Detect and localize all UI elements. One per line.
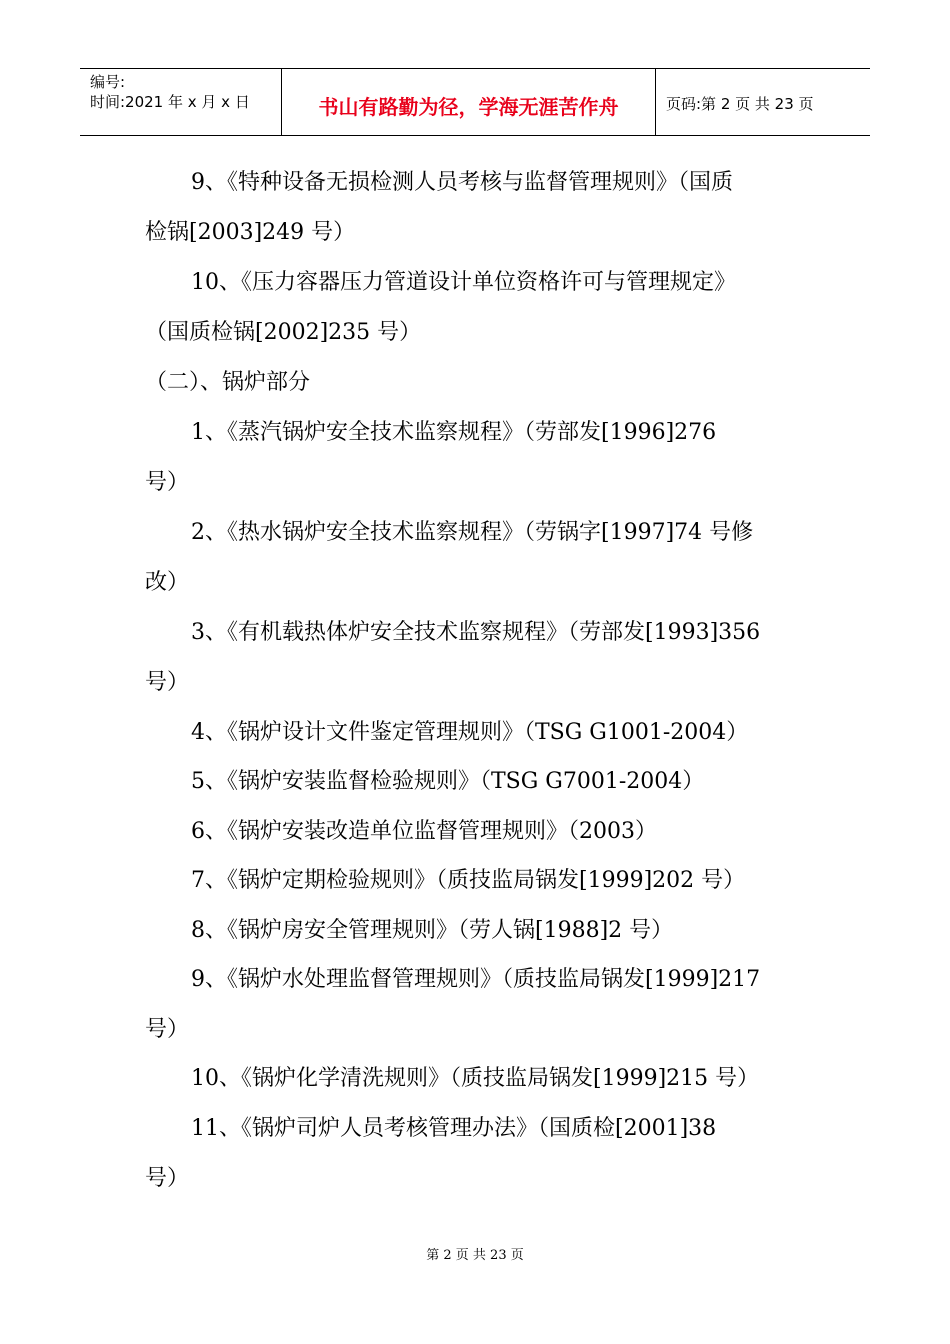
body-line: 9、《锅炉水处理监督管理规则》（质技监局锅发[1999]217: [191, 967, 761, 992]
document-number-label: 编号:: [90, 73, 126, 91]
page-footer: 第 2 页 共 23 页: [426, 1248, 524, 1263]
body-line: 8、《锅炉房安全管理规则》（劳人锅[1988]2 号）: [191, 918, 674, 943]
body-line: 6、《锅炉安装改造单位监督管理规则》（2003）: [191, 819, 657, 844]
page-header: [80, 68, 870, 136]
body-line: （国质检锅[2002]235 号）: [145, 320, 422, 345]
body-line: 11、《锅炉司炉人员考核管理办法》（国质检[2001]38: [191, 1116, 717, 1141]
body-line: 号）: [145, 1166, 190, 1191]
body-line: 改）: [145, 570, 190, 595]
body-line: 1、《蒸汽锅炉安全技术监察规程》（劳部发[1996]276: [191, 420, 717, 445]
body-line: 号）: [145, 670, 190, 695]
body-line: 3、《有机载热体炉安全技术监察规程》（劳部发[1993]356: [191, 620, 761, 645]
body-line: 5、《锅炉安装监督检验规则》（TSG G7001-2004）: [191, 769, 705, 794]
header-middle-cell: [282, 69, 656, 135]
section-heading: （二）、锅炉部分: [145, 370, 311, 395]
body-line: 检锅[2003]249 号）: [145, 220, 356, 245]
header-left-cell: [80, 69, 282, 135]
body-line: 2、《热水锅炉安全技术监察规程》（劳锅字[1997]74 号修: [191, 520, 754, 545]
body-line: 4、《锅炉设计文件鉴定管理规则》（TSG G1001-2004）: [191, 720, 749, 745]
header-page-info: 页码:第 2 页 共 23 页: [666, 95, 814, 113]
body-line: 10、《压力容器压力管道设计单位资格许可与管理规定》: [191, 270, 736, 295]
body-line: 7、《锅炉定期检验规则》（质技监局锅发[1999]202 号）: [191, 868, 746, 893]
document-time-label: 时间:2021 年 x 月 x 日: [90, 93, 250, 111]
header-right-cell: [656, 69, 870, 135]
header-motto: 书山有路勤为径，学海无涯苦作舟: [318, 95, 619, 119]
body-line: 号）: [145, 470, 190, 495]
body-line: 10、《锅炉化学清洗规则》（质技监局锅发[1999]215 号）: [191, 1066, 760, 1091]
body-line: 号）: [145, 1017, 190, 1042]
body-line: 9、《特种设备无损检测人员考核与监督管理规则》（国质: [191, 170, 733, 195]
